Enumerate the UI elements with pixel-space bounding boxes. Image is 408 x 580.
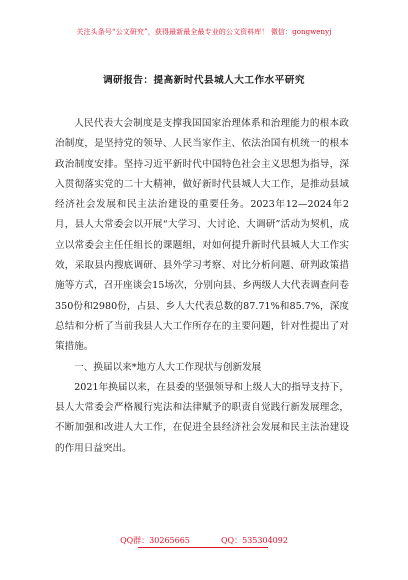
header-banner: 关注头条号“公文研究”，获得最新最全最专业的公文资料库！ 微信：gongwenyj [76,28,332,36]
intro-paragraph: 人民代表大会制度是支撑我国国家治理体系和治理能力的根本政治制度，是坚持党的领导、人民当家作主、依法治国有机统一的根本政治制度安排。坚持习近平新时代中国特色社会主义思想为指导，深入贯彻落实党的二十大精神，做好新时代县城人大工作，是推动县域经济社会发展和民主法治建设的重要任务。2023年12—2024年2月，县人大常委会以开展“大学习、大讨论、大调研”活动为契机，成立以常委会主任任组长的课题组，对如何提升新时代县城人大工作实效，采取县内搜底调研、县外学习考察、对比分析问题、研判政策措施等方式，召开座谈会15场次，分别向县、乡两级人大代表调查问卷350份和2980份，占县、乡人大代表总数的87.71%和85.7%，深度总结和分析了当前我县人大工作所存在的主要问题，针对性提出了对策措施。 [55,118,349,353]
document-title: 调研报告：提高新时代县城人大工作水平研究 [103,75,305,86]
qq-group-text: QQ群：30265665 [120,536,190,545]
document-body [55,114,349,459]
qq-text: QQ：535304092 [221,536,288,545]
footer-contact [0,535,408,546]
footer-underline [138,547,268,548]
section-heading: 一、换届以来*地方人大工作现状与创新发展 [74,361,262,373]
body-paragraph: 2021年换届以来，在县委的坚强领导和上级人大的指导支持下，县人大常委会严格履行宪法和法律赋予的职责自觉践行新发展理念，不断加强和改进人大工作，在促进全县经济社会发展和民主法治建设的作用日益突出。 [55,381,349,454]
